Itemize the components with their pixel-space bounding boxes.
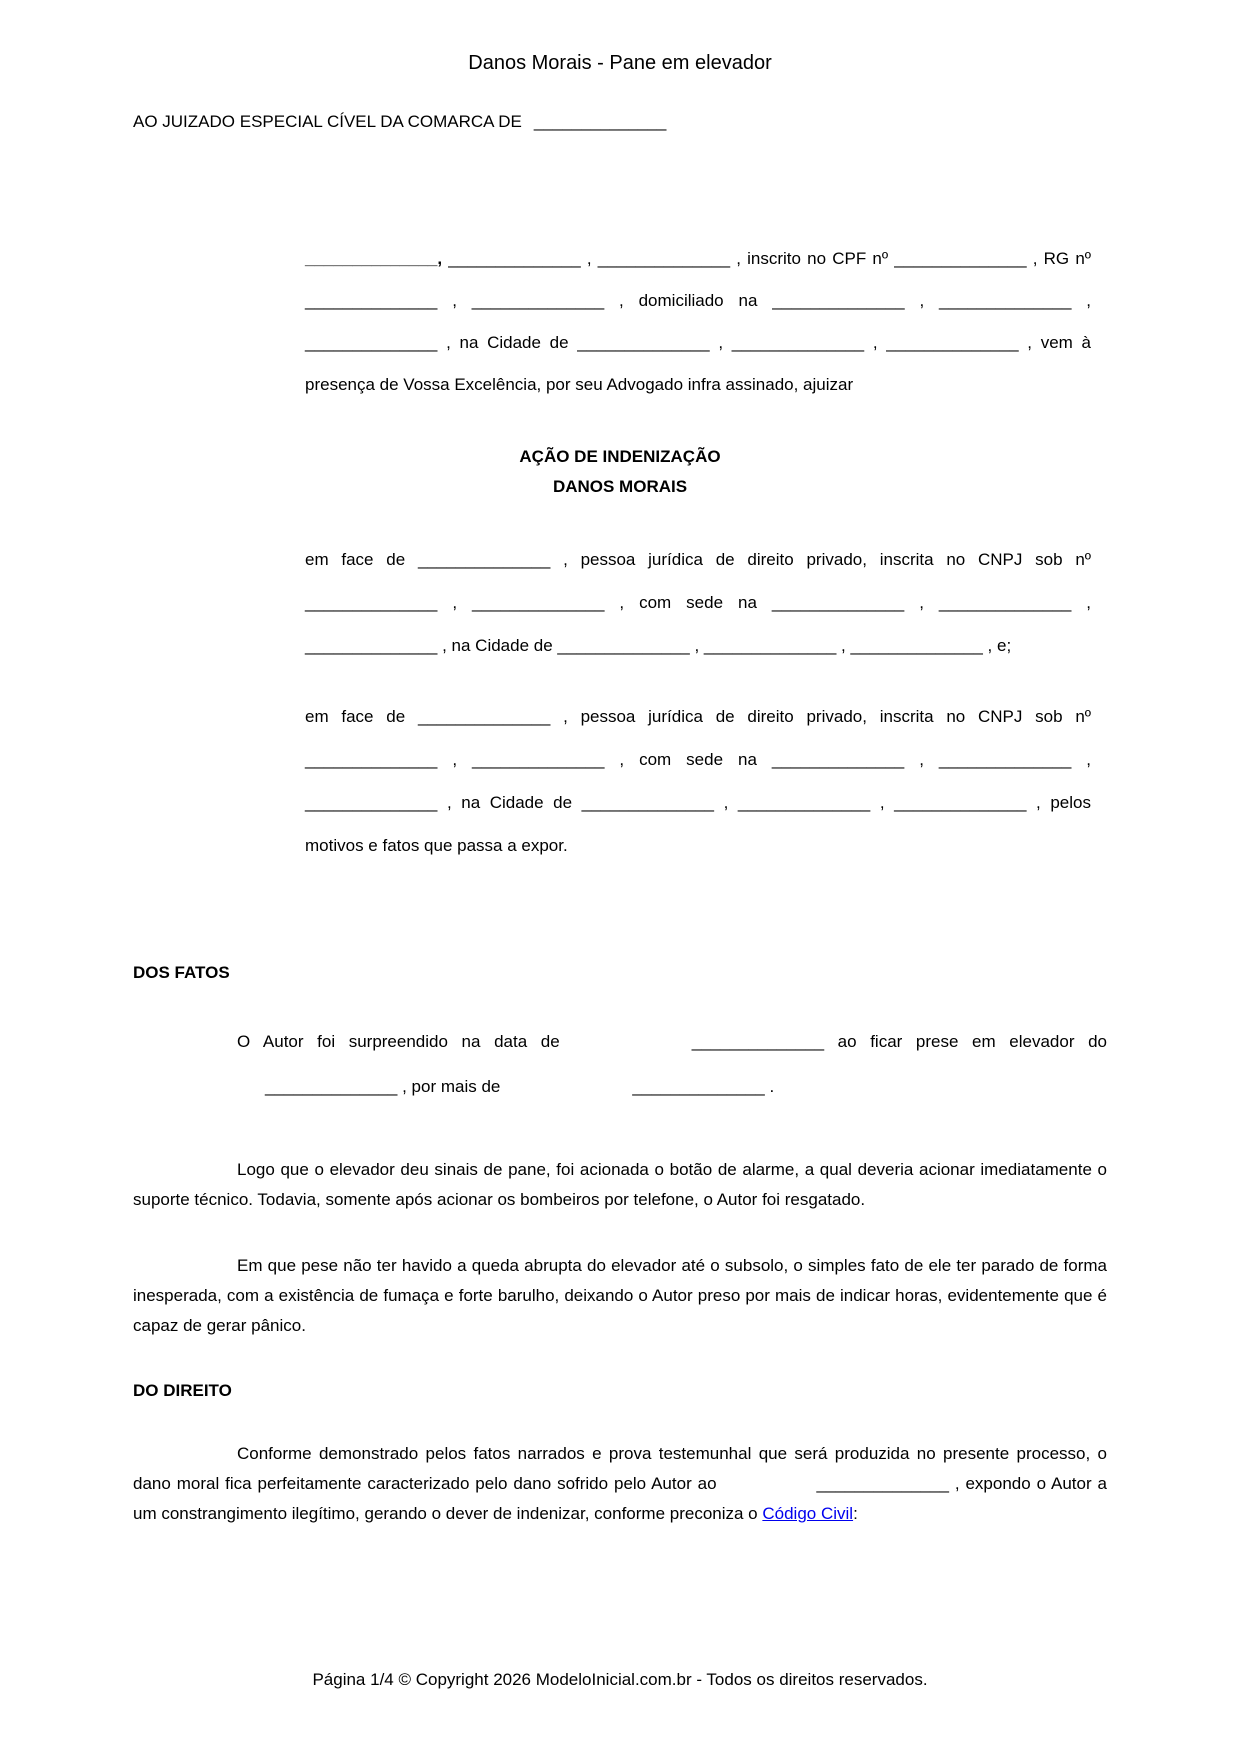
court-addressee-text: AO JUIZADO ESPECIAL CÍVEL DA COMARCA DE [133,112,522,131]
direito-paragraph-1 [133,1439,1107,1529]
direito-p1-seg1: Conforme demonstrado pelos fatos narrados e prova testemunhal que será produzida no presente processo, o dano moral fica perfeitamente caracterizado pelo dano sofrido pelo Autor ao [133,1444,1107,1493]
fatos-p1-seg4: . [764,1077,775,1096]
fatos-p1-seg1: O Autor foi surpreendido na data de [237,1032,560,1051]
qualification-text: ______________ , ______________ , inscrito no CPF nº ______________ , RG nº ______________ , ______________ , domiciliado na ______________ , ______________ , ______________ , na Cidade de ______________ , ______________ , ______________ , vem à presença de Vossa Excelência, por seu Advogado infra assinado, ajuizar [305,249,1091,394]
section-heading-do-direito: DO DIREITO [133,1381,232,1400]
fatos-place-blank-field: ______________ [265,1077,398,1096]
fatos-paragraph-2: Logo que o elevador deu sinais de pane, foi acionada o botão de alarme, a qual deveria acionar imediatamente o suporte técnico. Todavia, somente após acionar os bombeiros por telefone, o Autor foi resgatado. [133,1160,1107,1209]
author-qualification-paragraph [305,238,1091,406]
defendant-2-paragraph: em face de ______________ , pessoa jurídica de direito privado, inscrita no CNPJ sob nº ______________ , ______________ , com sede na ______________ , ______________ , ______________ , na Cidade de ______________ , ______________ , ______________ , pelos motivos e fatos que passa a expor. [305,707,1091,855]
court-blank-field: ______________ [533,112,667,131]
fatos-paragraph-1 [133,1019,1107,1109]
page-footer: Página 1/4 © Copyright 2026 ModeloInicial.com.br - Todos os direitos reservados. [312,1670,928,1689]
author-name-blank-field: ______________ [305,249,438,268]
court-addressee-line [133,110,1107,134]
section-heading-dos-fatos: DOS FATOS [133,963,230,982]
fatos-duration-blank-field: ______________ [632,1077,765,1096]
direito-blank-field: ______________ [816,1474,949,1493]
action-heading-line1: AÇÃO DE INDENIZAÇÃO [519,447,721,466]
fatos-p1-seg3: , por mais de [397,1077,501,1096]
author-name-comma: , [437,249,443,268]
codigo-civil-link[interactable]: Código Civil [762,1504,854,1523]
fatos-p1-seg2: ao ficar prese em elevador do [824,1032,1108,1051]
direito-p1-seg3: : [853,1504,858,1523]
document-title: Danos Morais - Pane em elevador [468,52,772,74]
fatos-paragraph-3: Em que pese não ter havido a queda abrupta do elevador até o subsolo, o simples fato de ele ter parado de forma inesperada, com a existência de fumaça e forte barulho, deixando o Autor preso por mais de indicar horas, evidentemente que é capaz de gerar pânico. [133,1256,1107,1335]
direito-p1-seg2: , expondo o Autor a um constrangimento ilegítimo, gerando o dever de indenizar, conforme preconiza o [133,1474,1107,1523]
action-heading-line2: DANOS MORAIS [552,477,688,496]
fatos-date-blank-field: ______________ [691,1032,825,1051]
defendant-1-paragraph: em face de ______________ , pessoa jurídica de direito privado, inscrita no CNPJ sob nº ______________ , ______________ , com sede na ______________ , ______________ , ______________ , na Cidade de ______________ , ______________ , ______________ , e; [305,550,1091,655]
action-heading [133,442,1107,502]
